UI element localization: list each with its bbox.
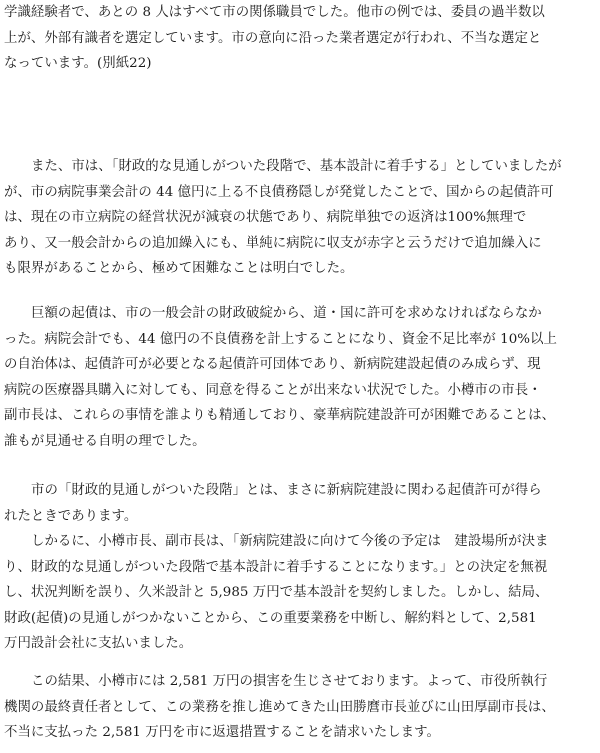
paragraph-1	[4, 0, 594, 77]
text-line: は、現在の市立病院の経営状況が減衰の状態であり、病院単独での返済は100%無理で	[4, 210, 527, 225]
text-line: 市の「財政的見通しがついた段階」とは、まさに新病院建設に関わる起債許可が得ら	[31, 483, 542, 498]
text-line: しかるに、小樽市長、副市長は、「新病院建設に向けて今後の予定は 建設場所が決ま	[31, 534, 549, 549]
text-line: 病院の医療器具購入に対しても、同意を得ることが出来ない状況でした。小樽市の市長・	[4, 382, 542, 398]
text-line: 不当に支払った 2,581 万円を市に返還措置することを請求いたします。	[4, 725, 440, 740]
paragraph-2	[4, 154, 594, 282]
text-line: なっています。(別紙22)	[4, 56, 152, 71]
text-line: 上が、外部有識者を選定しています。市の意向に沿った業者選定が行われ、不当な選定と	[4, 30, 542, 46]
text-line: り、財政的な見通しがついた段階で基本設計に着手することになります。」との決定を無視	[4, 559, 548, 575]
text-line: 学識経験者で、あとの 8 人はすべて市の関係職員でした。他市の例では、委員の過半数以	[4, 5, 545, 20]
text-line: 巨額の起債は、市の一般会計の財政破綻から、道・国に許可を求めなければならなか	[31, 306, 542, 321]
text-line: 副市長は、これらの事情を誰よりも精通しており、豪華病院建設許可が困難であることは、	[4, 408, 556, 423]
text-line: また、市は、「財政的な見通しがついた段階で、基本設計に着手する」としていましたが	[31, 159, 562, 174]
paragraph-4	[4, 478, 594, 657]
text-line: 万円設計会社に支払いました。	[4, 636, 193, 651]
text-line: この結果、小樽市には 2,581 万円の損害を生じさせております。よって、市役所執行	[31, 674, 548, 689]
text-line: し、状況判断を誤り、久米設計と 5,985 万円で基本設計を契約しました。しかし、結局、	[4, 585, 549, 600]
text-line: 誰もが見通せる自明の理でした。	[4, 433, 206, 449]
text-line: った。病院会計でも、44 億円の不良債務を計上することになり、資金不足比率が 10%以上	[4, 331, 557, 347]
paragraph-5	[4, 669, 594, 746]
paragraph-3	[4, 301, 594, 454]
text-line: れたときであります。	[4, 508, 138, 524]
text-line: の自治体は、起債許可が必要となる起債許可団体であり、新病院建設起債のみ成らず、現	[4, 357, 541, 372]
text-line: 財政(起債)の見通しがつかないことから、この重要業務を中断し、解約料として、2,581	[4, 610, 537, 626]
text-line: あり、又一般会計からの追加繰入にも、単純に病院に収支が赤字と云うだけで追加繰入に	[4, 235, 542, 251]
text-line: 機関の最終責任者として、この業務を推し進めてきた山田勝麿市長並びに山田厚副市長は、	[4, 699, 555, 715]
text-line: も限界があることから、極めて困難なことは明白でした。	[4, 261, 354, 276]
text-line: が、市の病院事業会計の 44 億円に上る不良債務隠しが発覚したことで、国からの起債許可	[4, 184, 554, 200]
